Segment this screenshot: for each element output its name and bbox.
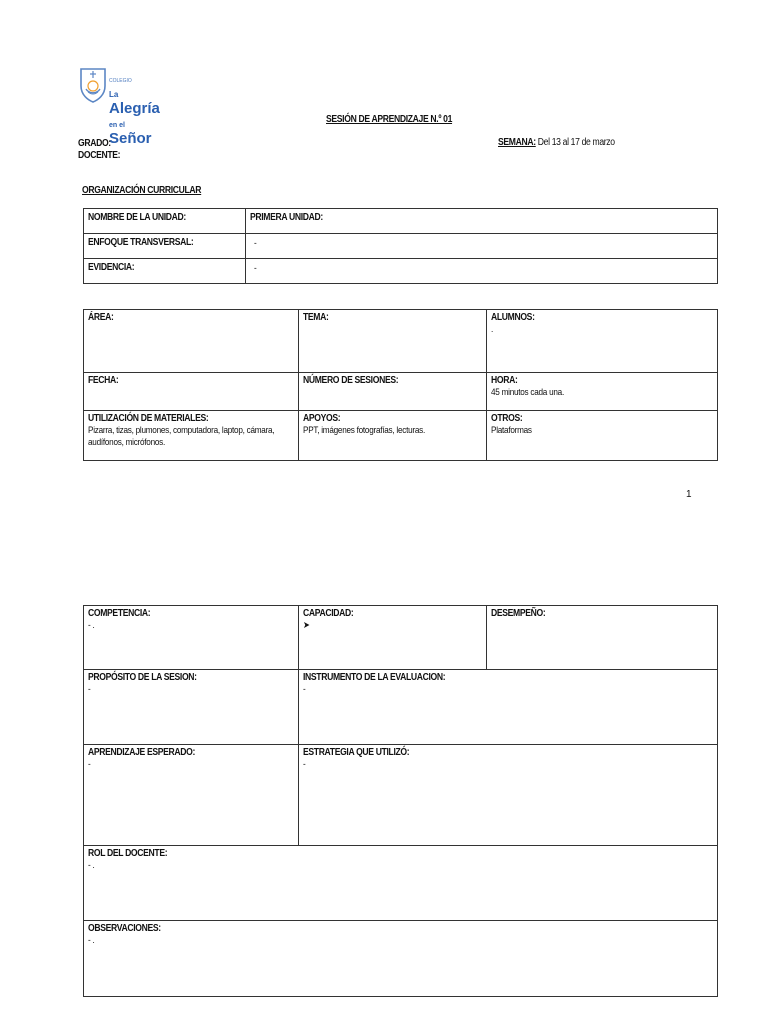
hora-cell — [487, 373, 718, 411]
proposito-label: PROPÓSITO DE LA SESION: — [88, 672, 197, 683]
apoyos-cell — [299, 411, 487, 461]
competencia-value: - . — [88, 620, 95, 631]
tema-label: TEMA: — [303, 312, 329, 323]
logo-senor: Señor — [109, 130, 152, 147]
enfoque-value: - — [254, 238, 257, 249]
unidad-label-cell — [84, 209, 246, 234]
rol-docente-cell — [84, 846, 718, 921]
sesiones-label: NÚMERO DE SESIONES: — [303, 375, 399, 386]
otros-value: Plataformas — [491, 425, 532, 436]
hora-value: 45 minutos cada una. — [491, 387, 564, 398]
aprendizaje-cell — [84, 745, 299, 846]
logo-alegria: Alegría — [109, 100, 160, 117]
evidencia-label: EVIDENCIA: — [88, 262, 135, 273]
desempeno-label: DESEMPEÑO: — [491, 608, 546, 619]
rol-docente-label: ROL DEL DOCENTE: — [88, 848, 168, 859]
page-number: 1 — [686, 489, 692, 500]
evidencia-label-cell — [84, 259, 246, 284]
semana-line — [498, 137, 615, 148]
proposito-value: - — [88, 684, 91, 695]
estrategia-label: ESTRATEGIA QUE UTILIZÓ: — [303, 747, 410, 758]
observaciones-cell — [84, 921, 718, 997]
capacidad-label: CAPACIDAD: — [303, 608, 354, 619]
proposito-cell — [84, 670, 299, 745]
materiales-cell — [84, 411, 299, 461]
materiales-label: UTILIZACIÓN DE MATERIALES: — [88, 413, 209, 424]
logo-en-el: en el — [109, 122, 125, 129]
evaluacion-table — [83, 605, 718, 997]
evidencia-value: - — [254, 263, 257, 274]
otros-cell — [487, 411, 718, 461]
desempeno-cell — [487, 606, 718, 670]
estrategia-value: - — [303, 759, 306, 770]
enfoque-label-cell — [84, 234, 246, 259]
page-title: SESIÓN DE APRENDIZAJE N.º 01 — [326, 114, 453, 125]
unidad-value: PRIMERA UNIDAD: — [250, 212, 323, 223]
competencia-label: COMPETENCIA: — [88, 608, 151, 619]
fecha-label: FECHA: — [88, 375, 119, 386]
alumnos-label: ALUMNOS: — [491, 312, 535, 323]
enfoque-label: ENFOQUE TRANSVERSAL: — [88, 237, 194, 248]
materiales-value-line1: Pizarra, tizas, plumones, computadora, laptop, cámara, — [88, 425, 275, 436]
area-cell — [84, 310, 299, 373]
organizacion-heading: ORGANIZACIÓN CURRICULAR — [82, 185, 202, 196]
unidad-value-cell — [246, 209, 718, 234]
sesiones-cell — [299, 373, 487, 411]
fecha-cell — [84, 373, 299, 411]
grado-label: GRADO: — [78, 138, 111, 149]
semana-label: SEMANA: — [498, 137, 536, 148]
observaciones-value: - . — [88, 935, 95, 946]
area-label: ÁREA: — [88, 312, 114, 323]
semana-value: Del 13 al 17 de marzo — [537, 137, 615, 148]
unidad-label: NOMBRE DE LA UNIDAD: — [88, 212, 186, 223]
arrow-bullet-icon: ➤ — [303, 620, 310, 631]
instrumento-value: - — [303, 684, 306, 695]
apoyos-value: PPT, imágenes fotografías, lecturas. — [303, 425, 425, 436]
capacidad-cell — [299, 606, 487, 670]
evidencia-value-cell — [246, 259, 718, 284]
enfoque-value-cell — [246, 234, 718, 259]
apoyos-label: APOYOS: — [303, 413, 341, 424]
instrumento-label: INSTRUMENTO DE LA EVALUACION: — [303, 672, 446, 683]
alumnos-value: . — [491, 324, 494, 335]
shield-emblem-icon — [78, 66, 108, 104]
aprendizaje-value: - — [88, 759, 91, 770]
estrategia-cell — [299, 745, 718, 846]
aprendizaje-label: APRENDIZAJE ESPERADO: — [88, 747, 195, 758]
hora-label: HORA: — [491, 375, 518, 386]
competencia-cell — [84, 606, 299, 670]
logo-small-text: COLEGIO — [109, 78, 132, 84]
rol-docente-value: - . — [88, 860, 95, 871]
organizacion-table — [83, 208, 718, 284]
docente-label: DOCENTE: — [78, 150, 121, 161]
tema-cell — [299, 310, 487, 373]
otros-label: OTROS: — [491, 413, 523, 424]
observaciones-label: OBSERVACIONES: — [88, 923, 161, 934]
alumnos-cell — [487, 310, 718, 373]
instrumento-cell — [299, 670, 718, 745]
info-table — [83, 309, 718, 461]
logo-la: La — [109, 90, 119, 99]
materiales-value-line2: audífonos, micrófonos. — [88, 437, 165, 448]
